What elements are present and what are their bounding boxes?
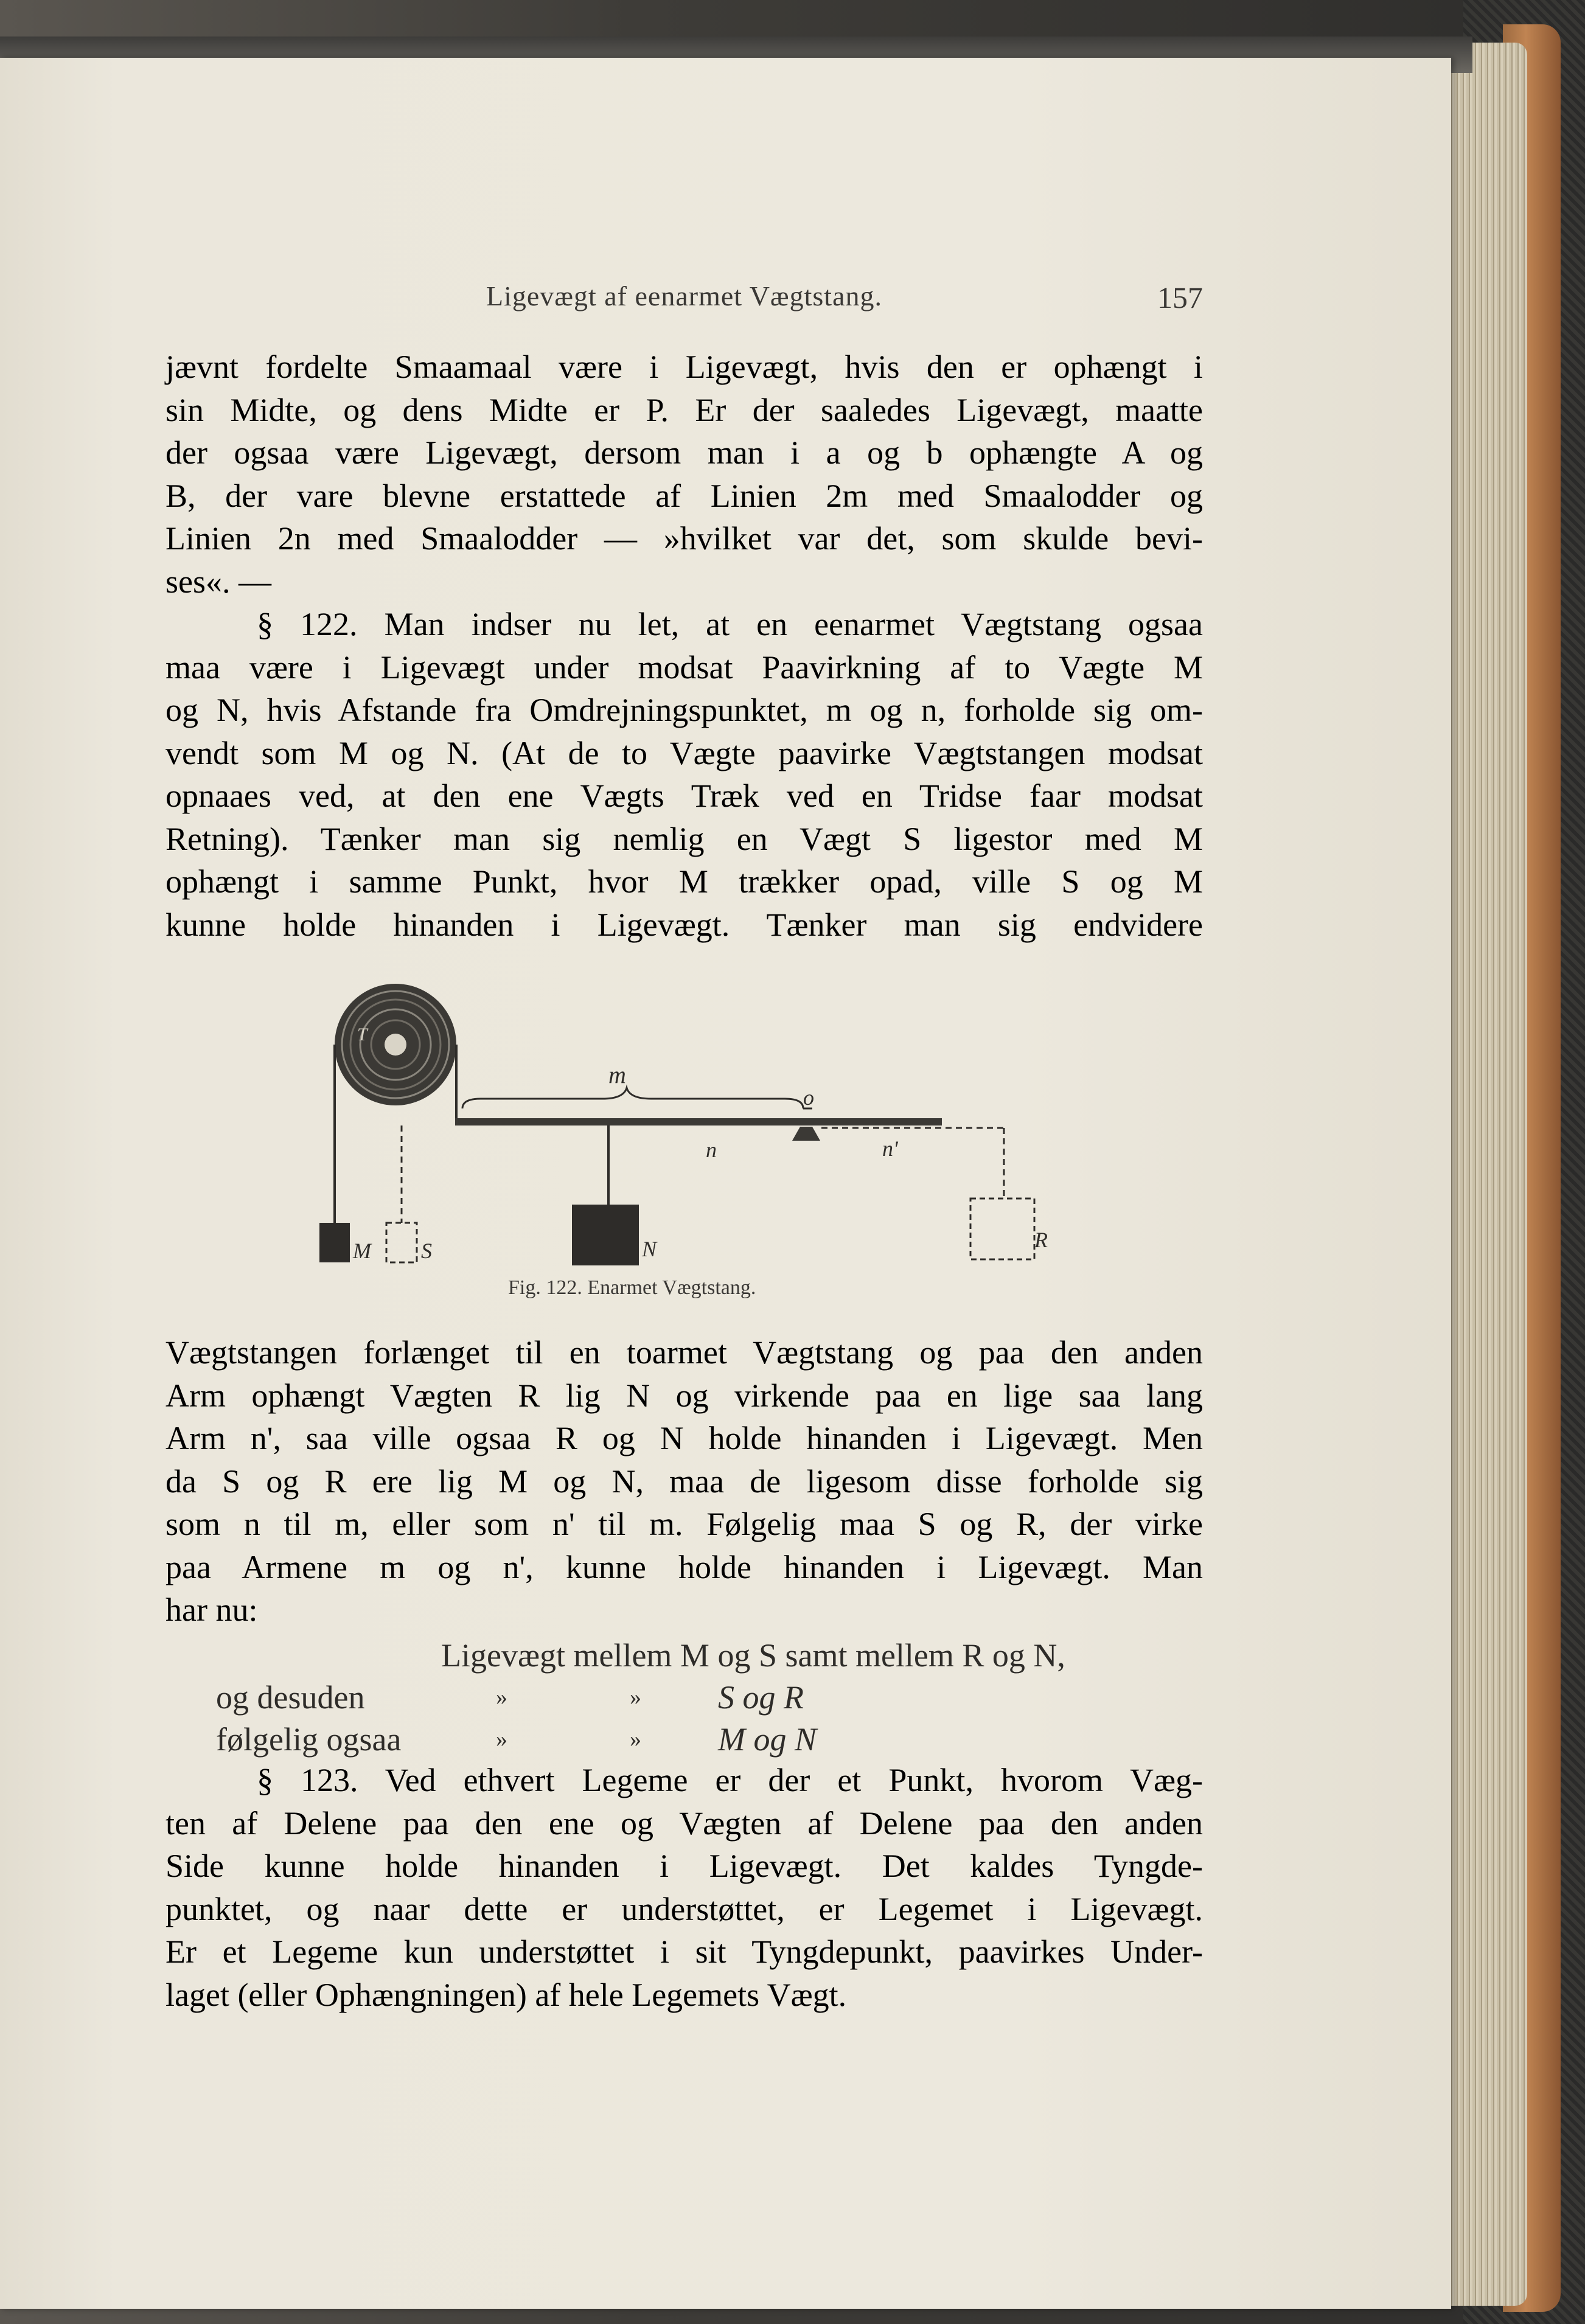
page-number: 157 [1157,280,1203,315]
weight-N [572,1205,639,1265]
text-line: ten af Delene paa den ene og Vægten af Delene paa den anden [165,1804,1203,1842]
text-line: vendt som M og N. (At de to Vægte paavirke Vægtstangen modsat [165,734,1203,771]
text-line: B, der vare blevne erstattede af Linien 2m med Smaalodder og [165,477,1203,514]
text-line: maa være i Ligevægt under modsat Paavirkning af to Vægte M [165,649,1203,686]
text-line: Arm n', saa ville ogsaa R og N holde hinanden i Ligevægt. Men [165,1420,1203,1456]
text-line: Er et Legeme kun understøttet i sit Tyngdepunkt, paavirkes Under- [165,1933,1203,1970]
text-line: der ogsaa være Ligevægt, dersom man i a og b ophængte A og [165,434,1203,471]
relation-row-1: Ligevægt mellem M og S samt mellem R og N, [441,1637,1065,1674]
text-line: kunne holde hinanden i Ligevægt. Tænker man sig endvidere [165,906,1203,943]
weight-R [970,1199,1034,1259]
text-line: ses«. — [165,563,271,600]
text-line: paa Armene m og n', kunne holde hinanden i Ligevægt. Man [165,1548,1203,1585]
text-line: § 123. Ved ethvert Legeme er der et Punkt, hvorom Væg- [257,1762,1203,1798]
relation-row-3-label: følgelig ogsaa [216,1721,402,1758]
text-line: som n til m, eller som n' til m. Følgelig maa S og R, der virke [165,1506,1203,1542]
label-R: R [1034,1228,1048,1252]
ditto-mark: » [496,1727,507,1752]
label-n-prime: n' [882,1136,898,1161]
text-line: Vægtstangen forlænget til en toarmet Vægtstang og paa den anden [165,1334,1203,1371]
relation-row-2-label: og desuden [216,1679,365,1716]
running-header [165,280,1203,322]
ditto-mark: » [496,1685,507,1710]
pulley-label: T [357,1025,368,1045]
pulley-icon [335,984,456,1105]
text-line: punktet, og naar dette er understøttet, er Legemet i Ligevægt. [165,1890,1203,1927]
label-N: N [642,1237,657,1261]
weight-S [386,1223,417,1262]
ditto-mark: » [630,1727,641,1752]
ditto-mark: » [630,1685,641,1710]
text-line: Side kunne holde hinanden i Ligevægt. Det kaldes Tyngde- [165,1848,1203,1884]
label-m: m [608,1061,626,1088]
text-line: § 122. Man indser nu let, at en eenarmet Vægtstang ogsaa [257,606,1203,642]
text-line: ophængt i samme Punkt, hvor M trækker opad, ville S og M [165,863,1203,900]
lever-figure [316,979,1107,1320]
figure-caption: Fig. 122. Enarmet Vægtstang. [508,1276,756,1299]
relation-row-2-value: S og R [718,1679,804,1716]
text-line: Arm ophængt Vægten R lig N og virkende paa en lige saa lang [165,1377,1203,1414]
label-M: M [353,1239,371,1263]
weight-M [319,1223,350,1262]
paragraph-1 [165,346,1203,946]
text-line: opnaaes ved, at den ene Vægts Træk ved en Tridse faar modsat [165,778,1203,814]
relation-row-3-value: M og N [718,1721,817,1758]
paragraph-2 [165,1331,1203,1632]
page-edges [1448,43,1527,2306]
fulcrum-icon [792,1127,820,1141]
header-title: Ligevægt af eenarmet Vægtstang. [486,280,882,311]
text-line: Retning). Tænker man sig nemlig en Vægt S ligestor med M [165,820,1203,857]
text-line: sin Midte, og dens Midte er P. Er der saaledes Ligevægt, maatte [165,391,1203,428]
text-line: jævnt fordelte Smaamaal være i Ligevægt, hvis den er ophængt i [165,349,1203,385]
text-line: har nu: [165,1592,258,1628]
text-line: laget (eller Ophængningen) af hele Legemets Vægt. [165,1976,847,2013]
label-n: n [706,1138,717,1162]
text-line: Linien 2n med Smaalodder — »hvilket var det, som skulde bevi- [165,520,1203,557]
text-line: og N, hvis Afstande fra Omdrejningspunktet, m og n, forholde sig om- [165,692,1203,728]
label-o: o [803,1085,814,1110]
paragraph-3 [165,1759,1203,2016]
label-S: S [421,1239,432,1263]
text-line: da S og R ere lig M og N, maa de ligesom disse forholde sig [165,1463,1203,1500]
